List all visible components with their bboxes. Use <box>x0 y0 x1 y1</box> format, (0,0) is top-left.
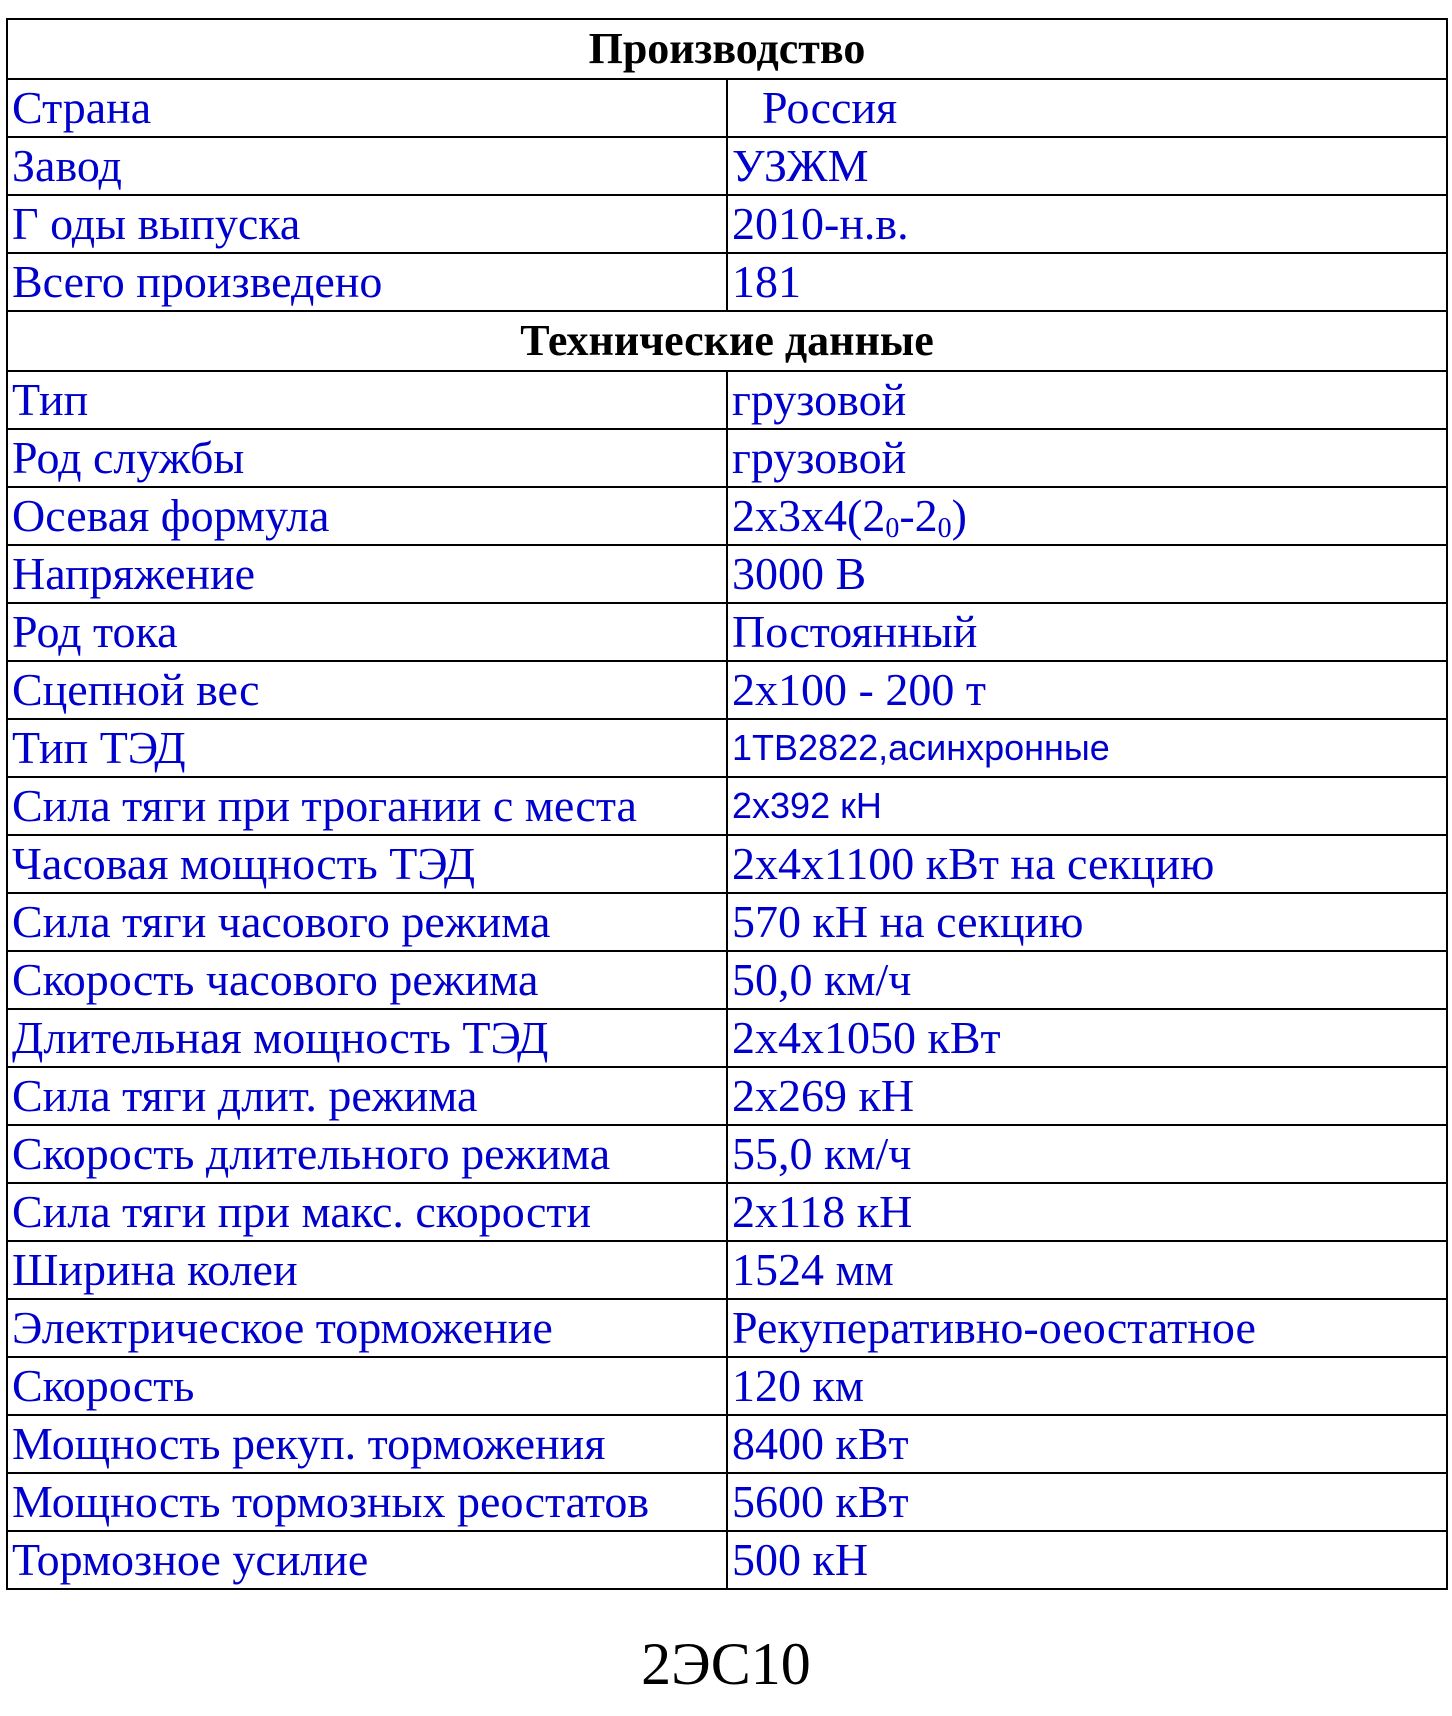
table-row <box>7 603 1447 661</box>
row-value: грузовой <box>727 371 1447 429</box>
axle-formula-subscript: 0 <box>937 513 952 544</box>
spec-sheet <box>6 18 1448 1590</box>
row-value: Россия <box>727 79 1447 137</box>
row-label: Скорость <box>7 1357 727 1415</box>
row-label: Сила тяги при макс. скорости <box>7 1183 727 1241</box>
technical-heading: Технические данные <box>7 311 1447 371</box>
row-value: грузовой <box>727 429 1447 487</box>
table-row <box>7 719 1447 777</box>
table-row <box>7 661 1447 719</box>
table-row <box>7 1009 1447 1067</box>
row-label: Г оды выпуска <box>7 195 727 253</box>
row-value <box>727 487 1447 545</box>
row-value: 5600 кВт <box>727 1473 1447 1531</box>
row-label: Сила тяги при трогании с места <box>7 777 727 835</box>
row-value: 500 кН <box>727 1531 1447 1589</box>
row-value: 2х4х1100 кВт на секцию <box>727 835 1447 893</box>
table-row <box>7 1241 1447 1299</box>
row-value: 570 кН на секцию <box>727 893 1447 951</box>
table-row <box>7 429 1447 487</box>
table-row <box>7 1415 1447 1473</box>
row-value: 1ТВ2822,асинхронные <box>727 719 1447 777</box>
spec-table <box>6 18 1448 1590</box>
row-label: Всего произведено <box>7 253 727 311</box>
table-row <box>7 253 1447 311</box>
row-label: Осевая формула <box>7 487 727 545</box>
table-row <box>7 79 1447 137</box>
row-value: 8400 кВт <box>727 1415 1447 1473</box>
row-label: Сила тяги часового режима <box>7 893 727 951</box>
row-value: 2х118 кН <box>727 1183 1447 1241</box>
locomotive-model-caption: 2ЭС10 <box>641 1631 811 1697</box>
row-label: Тип <box>7 371 727 429</box>
table-row <box>7 835 1447 893</box>
row-label: Сцепной вес <box>7 661 727 719</box>
row-value: Постоянный <box>727 603 1447 661</box>
row-label: Сила тяги длит. режима <box>7 1067 727 1125</box>
axle-formula-subscript: 0 <box>885 513 900 544</box>
row-value: 2х4х1050 кВт <box>727 1009 1447 1067</box>
row-value: 120 км <box>727 1357 1447 1415</box>
row-value: 2х100 - 200 т <box>727 661 1447 719</box>
row-value: 181 <box>727 253 1447 311</box>
table-row <box>7 1183 1447 1241</box>
section-header-row <box>7 19 1447 79</box>
row-label: Тип ТЭД <box>7 719 727 777</box>
row-value: 2х269 кН <box>727 1067 1447 1125</box>
table-row <box>7 1067 1447 1125</box>
axle-formula-part: ) <box>951 490 967 541</box>
row-value: Рекуперативно-оеостатное <box>727 1299 1447 1357</box>
row-label: Завод <box>7 137 727 195</box>
row-label: Род службы <box>7 429 727 487</box>
table-row <box>7 1299 1447 1357</box>
row-value: 50,0 км/ч <box>727 951 1447 1009</box>
row-label: Скорость длительного режима <box>7 1125 727 1183</box>
table-row <box>7 545 1447 603</box>
production-heading: Производство <box>7 19 1447 79</box>
table-row <box>7 195 1447 253</box>
table-row <box>7 137 1447 195</box>
axle-formula-part: -2 <box>899 490 938 541</box>
row-label: Длительная мощность ТЭД <box>7 1009 727 1067</box>
row-label: Ширина колеи <box>7 1241 727 1299</box>
axle-formula-part: 2х3х4(2 <box>732 490 886 541</box>
row-label: Мощность рекуп. торможения <box>7 1415 727 1473</box>
table-row <box>7 1357 1447 1415</box>
row-value: 55,0 км/ч <box>727 1125 1447 1183</box>
table-row <box>7 371 1447 429</box>
row-label: Напряжение <box>7 545 727 603</box>
row-label: Мощность тормозных реостатов <box>7 1473 727 1531</box>
table-row <box>7 1473 1447 1531</box>
row-label: Род тока <box>7 603 727 661</box>
table-row <box>7 1531 1447 1589</box>
row-label: Скорость часового режима <box>7 951 727 1009</box>
row-value: 1524 мм <box>727 1241 1447 1299</box>
row-label: Электрическое торможение <box>7 1299 727 1357</box>
row-label: Часовая мощность ТЭД <box>7 835 727 893</box>
row-value: УЗЖМ <box>727 137 1447 195</box>
row-value: 2010-н.в. <box>727 195 1447 253</box>
section-header-row <box>7 311 1447 371</box>
row-label: Тормозное усилие <box>7 1531 727 1589</box>
table-row <box>7 487 1447 545</box>
table-row <box>7 1125 1447 1183</box>
row-value: 2х392 кН <box>727 777 1447 835</box>
table-row <box>7 951 1447 1009</box>
table-row <box>7 893 1447 951</box>
row-value: 3000 В <box>727 545 1447 603</box>
table-row <box>7 777 1447 835</box>
row-label: Страна <box>7 79 727 137</box>
